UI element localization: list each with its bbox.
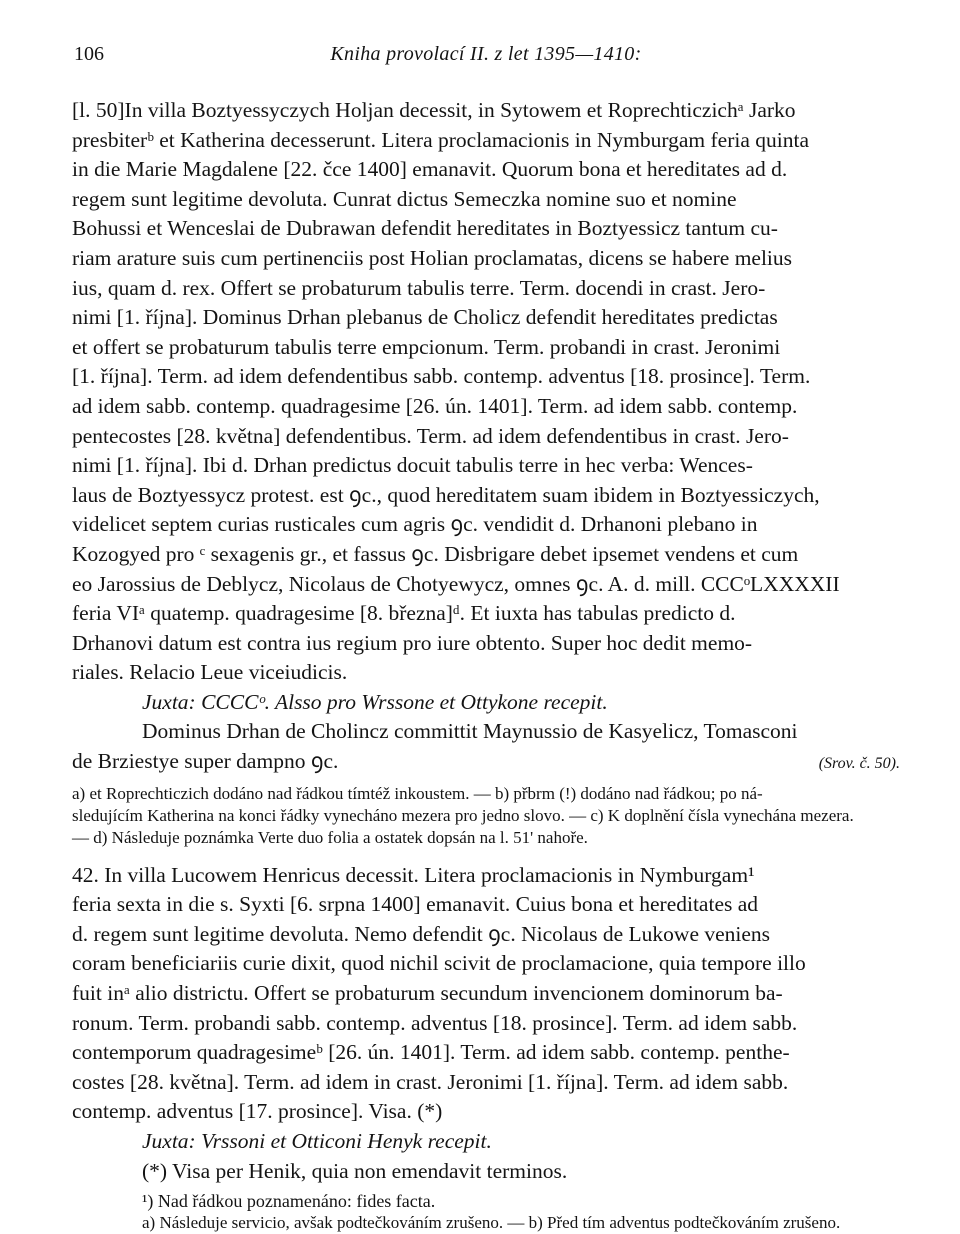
entry-41-line: Kozogyed pro ᶜ sexagenis gr., et fassus ꝯc. Disbrigare debet ipsemet vendens et cum — [72, 541, 799, 566]
entry-42-line: contemporum quadragesimeᵇ [26. ún. 1401]. Term. ad idem sabb. contemp. penthe- — [72, 1040, 790, 1065]
entry-41-line: et offert se probaturum tabulis terre empcionum. Term. probandi in crast. Jeronimi — [72, 334, 781, 359]
entry-41-line: eo Jarossius de Deblycz, Nicolaus de Chotyewycz, omnes ꝯc. A. d. mill. CCCᵒLXXXXII — [72, 571, 840, 596]
entry-41-line: [1. října]. Term. ad idem defendentibus sabb. contemp. adventus [18. prosince]. Term. — [72, 364, 811, 389]
entry-41-line: riales. Relacio Leue viceiudicis. — [72, 660, 348, 685]
entry-42-line: costes [28. května]. Term. ad idem in crast. Jeronimi [1. října]. Term. ad idem sabb. — [72, 1069, 789, 1094]
entry-42-line: fuit inᵃ alio districtu. Offert se probaturum secundum invencionem dominorum ba- — [72, 981, 783, 1006]
entry-41-line: Bohussi et Wenceslai de Dubrawan defendit hereditates in Boztyessicz tantum cu- — [72, 216, 778, 241]
page-number: 106 — [74, 43, 104, 65]
entry-41-last-line — [72, 747, 900, 779]
entry-41-line: de Brziestye super dampno ꝯc. — [72, 749, 339, 774]
entry-41-line: ad idem sabb. contemp. quadragesime [26. ún. 1401]. Term. ad idem sabb. contemp. — [72, 393, 798, 418]
entry-41-line: videlicet septem curias rusticales cum agris ꝯc. vendidit d. Drhanoni plebano in — [72, 512, 758, 537]
entry-41 — [72, 96, 900, 779]
entry-42-line: 42. In villa Lucowem Henricus decessit. Litera proclamacionis in Nymburgam¹ — [72, 862, 755, 887]
entry-41-line: Drhanovi datum est contra ius regium pro iure obtento. Super hoc dedit memo- — [72, 630, 753, 655]
footnote-line: a) et Roprechticzich dodáno nad řádkou tímtéž inkoustem. — b) přbrm (!) dodáno nad řádkou; po ná- — [72, 783, 763, 803]
entry-41-line: laus de Boztyessycz protest. est ꝯc., quod hereditatem suam ibidem in Boztyessiczych, — [72, 482, 820, 507]
cross-reference: (Srov. č. 50). — [818, 755, 900, 773]
entry-41-line: riam arature suis cum pertinenciis post Holian proclamatas, dicens se habere melius — [72, 245, 793, 270]
entry-41-line: feria VIᵃ quatemp. quadragesime [8. března]ᵈ. Et iuxta has tabulas predicto d. — [72, 601, 736, 626]
entry-41-line: pentecostes [28. května] defendentibus. Term. ad idem defendentibus in crast. Jero- — [72, 423, 789, 448]
running-title: Kniha provolací II. z let 1395—1410: — [330, 43, 642, 65]
juxta-note: Juxta: CCCCᵒ. Alsso pro Wrssone et Ottykone recepit. — [142, 689, 608, 714]
footnote-line: a) Následuje servicio, avšak podtečkováním zrušeno. — b) Před tím adventus podtečkováním zrušeno. — [142, 1213, 841, 1233]
page-header — [72, 40, 900, 74]
entry-41-line: Dominus Drhan de Cholincz committit Maynussio de Kasyelicz, Tomasconi — [142, 719, 798, 744]
entry-41-line: in die Marie Magdalene [22. čce 1400] emanavit. Quorum bona et hereditates ad d. — [72, 157, 788, 182]
entry-42-line: d. regem sunt legitime devoluta. Nemo defendit ꝯc. Nicolaus de Lukowe veniens — [72, 921, 771, 946]
entry-41-line: nimi [1. října]. Dominus Drhan plebanus de Cholicz defendit hereditates predictas — [72, 305, 778, 330]
entry-42-line: ronum. Term. probandi sabb. contemp. adventus [18. prosince]. Term. ad idem sabb. — [72, 1010, 798, 1035]
entry-41-line: ius, quam d. rex. Offert se probaturum tabulis terre. Term. docendi in crast. Jero- — [72, 275, 766, 300]
footnote-line: ¹) Nad řádkou poznamenáno: fides facta. — [142, 1191, 436, 1212]
entry-42-line: contemp. adventus [17. prosince]. Visa. (*) — [72, 1099, 443, 1124]
juxta-note: Juxta: Vrssoni et Otticoni Henyk recepit. — [142, 1129, 492, 1153]
entry-41-line: [l. 50]In villa Boztyessyczych Holjan decessit, in Sytowem et Roprechticzichᵃ Jarko — [72, 98, 796, 122]
visa-note: (*) Visa per Henik, quia non emendavit terminos. — [142, 1158, 568, 1183]
footnotes-41 — [72, 783, 900, 849]
footnote-line: — d) Následuje poznámka Verte duo folia a ostatek dopsán na l. 51' nahoře. — [72, 827, 588, 847]
entry-42 — [72, 861, 900, 1187]
entry-42-line: coram beneficiariis curie dixit, quod nichil scivit de proclamacione, quia tempore illo — [72, 951, 806, 976]
entry-41-line: presbiterᵇ et Katherina decesserunt. Litera proclamacionis in Nymburgam feria quinta — [72, 127, 809, 152]
entry-41-line: nimi [1. října]. Ibi d. Drhan predictus docuit tabulis terre in hec verba: Wences- — [72, 453, 753, 478]
footnotes-42 — [72, 1190, 900, 1234]
entry-42-line: feria sexta in die s. Syxti [6. srpna 1400] emanavit. Cuius bona et hereditates ad — [72, 892, 759, 917]
entry-41-line: regem sunt legitime devoluta. Cunrat dictus Semeczka nomine suo et nomine — [72, 186, 737, 211]
footnote-line: sledujícím Katherina na konci řádky vynecháno mezera pro jedno slovo. — c) K doplnění čísla vynechána mezera. — [72, 805, 854, 825]
